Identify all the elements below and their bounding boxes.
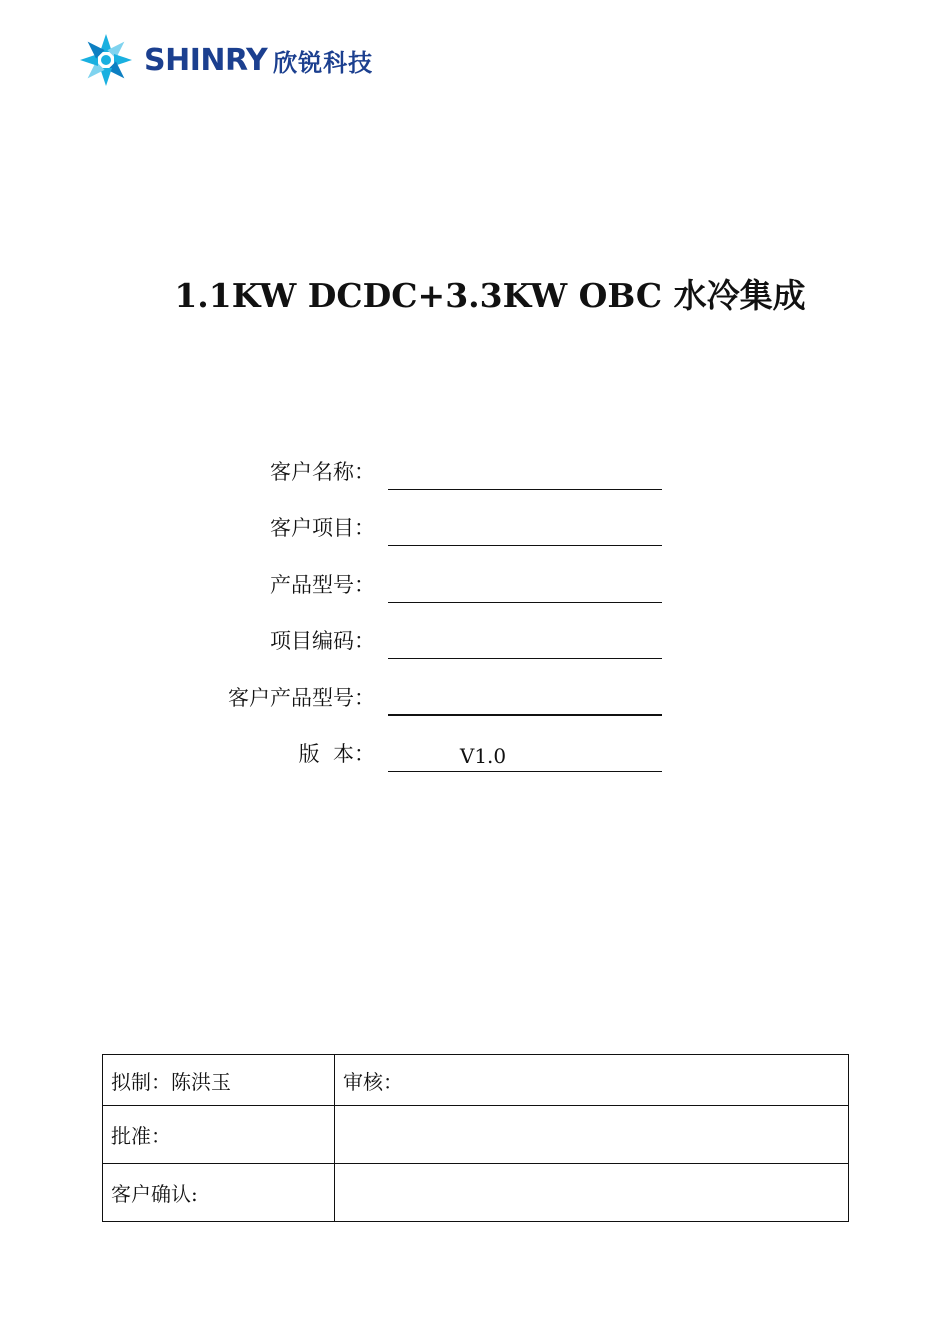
table-row	[103, 1055, 849, 1106]
approval-table	[102, 1054, 849, 1222]
field-label: 客户项目：	[270, 516, 375, 540]
logo-name-cn: 欣锐科技	[273, 48, 374, 77]
field-value-line[interactable]	[388, 741, 662, 772]
field-label: 项目编码：	[270, 629, 375, 653]
reviewed-by-cell: 审核：	[335, 1055, 849, 1106]
table-row	[103, 1106, 849, 1164]
approved-by-value-cell	[335, 1106, 849, 1164]
company-logo	[78, 32, 373, 88]
field-label: 客户产品型号：	[228, 686, 375, 710]
logo-mark-icon	[78, 32, 134, 88]
field-value-line[interactable]	[388, 459, 662, 490]
drafted-by-cell: 拟制：陈洪玉	[103, 1055, 335, 1106]
version-value: V1.0	[459, 744, 507, 768]
field-customer-name	[0, 450, 950, 490]
field-value-line[interactable]	[388, 684, 662, 716]
customer-confirm-cell: 客户确认:	[103, 1164, 335, 1222]
field-version	[0, 732, 950, 772]
logo-name: SHINRY	[144, 42, 268, 78]
field-label: 版 本：	[298, 742, 375, 766]
field-value-line[interactable]	[388, 628, 662, 659]
field-project-code	[0, 619, 950, 659]
document-title: 1.1KW DCDC+3.3KW OBC 水冷集成	[174, 276, 806, 315]
field-customer-product-model	[0, 676, 950, 716]
field-value-line[interactable]	[388, 515, 662, 546]
approved-by-cell: 批准：	[103, 1106, 335, 1164]
field-product-model	[0, 563, 950, 603]
field-customer-project	[0, 506, 950, 546]
field-value-line[interactable]	[388, 572, 662, 603]
field-label: 产品型号：	[270, 573, 375, 597]
field-label: 客户名称：	[270, 460, 375, 484]
customer-confirm-value-cell	[335, 1164, 849, 1222]
table-row	[103, 1164, 849, 1222]
